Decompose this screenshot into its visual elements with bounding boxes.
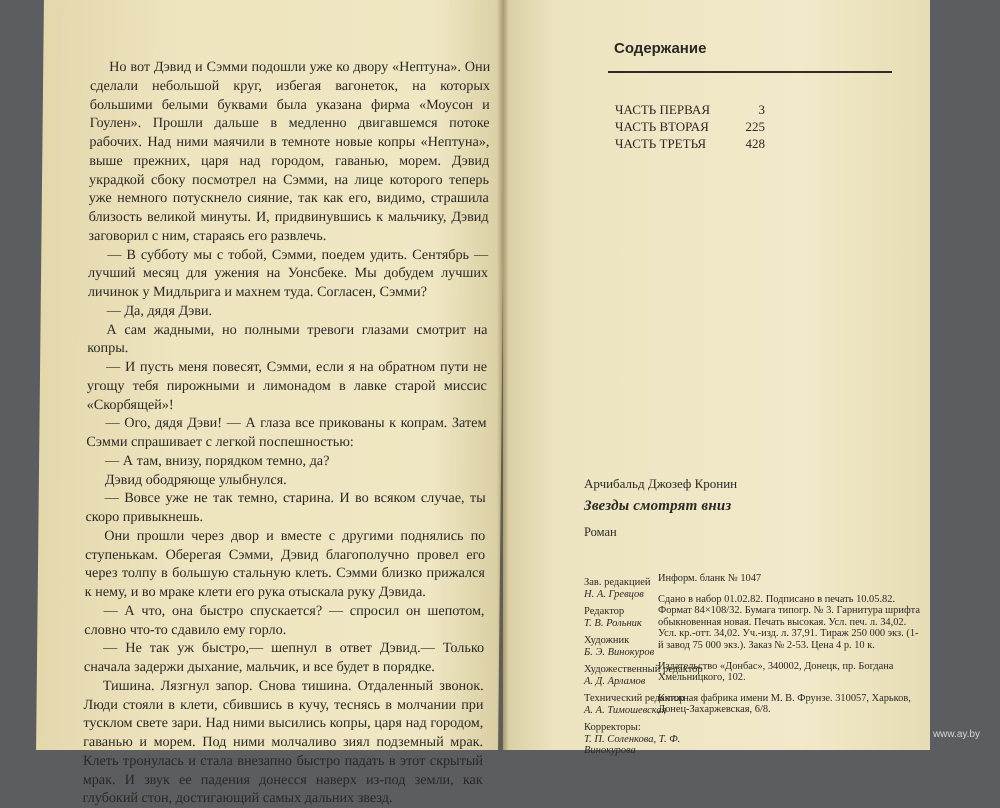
credit-role: Корректоры: bbox=[584, 722, 641, 733]
toc-entry-label: ЧАСТЬ ВТОРАЯ bbox=[615, 119, 709, 134]
credit-name: Т. В. Рольник bbox=[584, 617, 642, 629]
credit-role: Художественный редактор bbox=[584, 664, 703, 675]
imprint-line: Информ. бланк № 1047 bbox=[658, 573, 762, 584]
book-gutter bbox=[497, 0, 509, 750]
credit-role: Зав. редакцией bbox=[584, 577, 651, 588]
paragraph: — Да, дядя Дэви. bbox=[106, 302, 213, 319]
imprint-line: Издательство «Донбас», 340002, Донецк, пр. Богдана Хмельницкого, 102. bbox=[658, 660, 894, 684]
credit-name: А. Д. Арламов bbox=[584, 675, 646, 687]
credit-entry bbox=[584, 722, 719, 757]
toc-title: Содержание bbox=[614, 40, 707, 57]
imprint-line: Книжная фабрика имени М. В. Фрунзе. 310057, Харьков, Донец-Захаржевская, 6/8. bbox=[658, 692, 911, 716]
book-genre: Роман bbox=[584, 525, 617, 539]
paragraph: Но вот Дэвид и Сэмми подошли уже ко двору «Нептуна». Они сделали небольшой круг, избегая вагонеток, на которых большими белыми буквами была указана фирма «Моусон и Гоулен». Прошли дальше в медленно двигавшемся потоке рабочих. Над ними маячили в темноте новые копры «Нептуна», выше прежних, царя над городом, гаванью, морем. Дэвид украдкой сбоку посмотрел на Сэмми, на лице которого теперь уже немного потускнело сияние, так как его, видимо, страшила близость великой минуты. И, придвинувшись к мальчику, Дэвид заговорил с ним, стараясь его развлечь. bbox=[88, 59, 491, 244]
paragraph: Они прошли через двор и вместе с другими поднялись по ступенькам. Оберегая Сэмми, Дэвид благополучно провел его через толпу в большую стальную клеть. Сэмми близко прижался к нему, и во мраке клети его рука отыскала руку Дэвида. bbox=[84, 527, 486, 600]
book-title: Звезды смотрят вниз bbox=[584, 498, 732, 514]
imprint-line: Сдано в набор 01.02.82. Подписано в печать 10.05.82. Формат 84×108/32. Бумага типогр. № 3. Гарнитура шрифта обыкновенная новая. Печать высокая. Усл. печ. л. 34,02. Усл. кр.-отт. 34,02. Уч.-изд. л. 37,91. Тираж 250 000 экз. (1-й завод 75 000 экз.). Заказ № 2-53. Цена 4 р. 10 к. bbox=[658, 593, 920, 651]
toc-entry-page: 225 bbox=[745, 119, 765, 134]
credit-name: Б. Э. Винокуров bbox=[584, 646, 655, 658]
book-author: Арчибальд Джозеф Кронин bbox=[584, 476, 738, 491]
left-page bbox=[36, 0, 506, 807]
credit-role: Редактор bbox=[584, 606, 625, 617]
paragraph: А сам жадными, но полными тревоги глазами смотрит на копры. bbox=[87, 321, 488, 357]
toc-entry bbox=[615, 135, 765, 152]
toc-divider bbox=[608, 71, 892, 73]
credit-name: А. А. Тимошевская bbox=[584, 704, 667, 716]
watermark-text: www.ay.by bbox=[932, 729, 980, 740]
toc-entry-label: ЧАСТЬ ПЕРВАЯ bbox=[615, 102, 710, 117]
paragraph: — И пусть меня повесят, Сэмми, если я на обратном пути не угощу тебя пирожными и лимонадом в лавке старой миссис «Скорбящей»! bbox=[86, 359, 488, 413]
toc-entry bbox=[615, 118, 765, 135]
paragraph: — Ого, дядя Дэви! — А глаза все прикованы к копрам. Затем Сэмми спрашивает с легкой поспешностью: bbox=[86, 415, 487, 450]
paragraph: — Вовсе уже не так темно, старина. И во всяком случае, ты скоро привыкнешь. bbox=[85, 490, 486, 525]
publication-imprint bbox=[658, 573, 923, 725]
paragraph: Дэвид ободряюще улыбнулся. bbox=[104, 471, 287, 488]
toc-entry-label: ЧАСТЬ ТРЕТЬЯ bbox=[615, 136, 707, 151]
toc-entry-page: 3 bbox=[758, 102, 765, 117]
toc-entry bbox=[615, 101, 765, 118]
credit-name: Н. А. Гревцов bbox=[584, 588, 644, 600]
table-of-contents bbox=[615, 101, 765, 152]
credit-name: Т. П. Соленкова, Т. Ф. Винокурова bbox=[584, 733, 681, 756]
story-text bbox=[82, 58, 490, 808]
credit-role: Художник bbox=[584, 635, 630, 646]
paragraph: — А там, внизу, порядком темно, да? bbox=[105, 452, 330, 469]
credit-role: Технический редактор bbox=[584, 693, 685, 704]
right-page bbox=[503, 0, 930, 756]
paragraph: — А что, она быстро спускается? — спросил он шепотом, словно что-то сдавило ему горло. bbox=[84, 602, 485, 638]
toc-entry-page: 428 bbox=[745, 136, 765, 151]
paragraph: — В субботу мы с тобой, Сэмми, поедем удить. Сентябрь — лучший месяц для ужения на Уонсбеке. Мы добудем лучших личинок у Мидльрига и махнем туда. Согласен, Сэмми? bbox=[87, 246, 489, 300]
paragraph: Тишина. Лязгнул запор. Снова тишина. Отдаленный звонок. Люди стояли в клети, сбившись в кучу, теснясь в молчании при тусклом свете зари. Над ними высились копры, царя над городом, гаванью и морем. Под ними молчаливо зиял подземный мрак. Клеть тронулась и стала внезапно быстро падать в этот скрытый мрак. И звук ее падения донесся наверх из-под земли, как глубокий стон, достигающий самых дальних звезд. bbox=[82, 677, 484, 807]
paragraph: — Не так уж быстро,— шепнул в ответ Дэвид.— Только сначала задержи дыхание, мальчик, и все будет в порядке. bbox=[83, 640, 485, 675]
